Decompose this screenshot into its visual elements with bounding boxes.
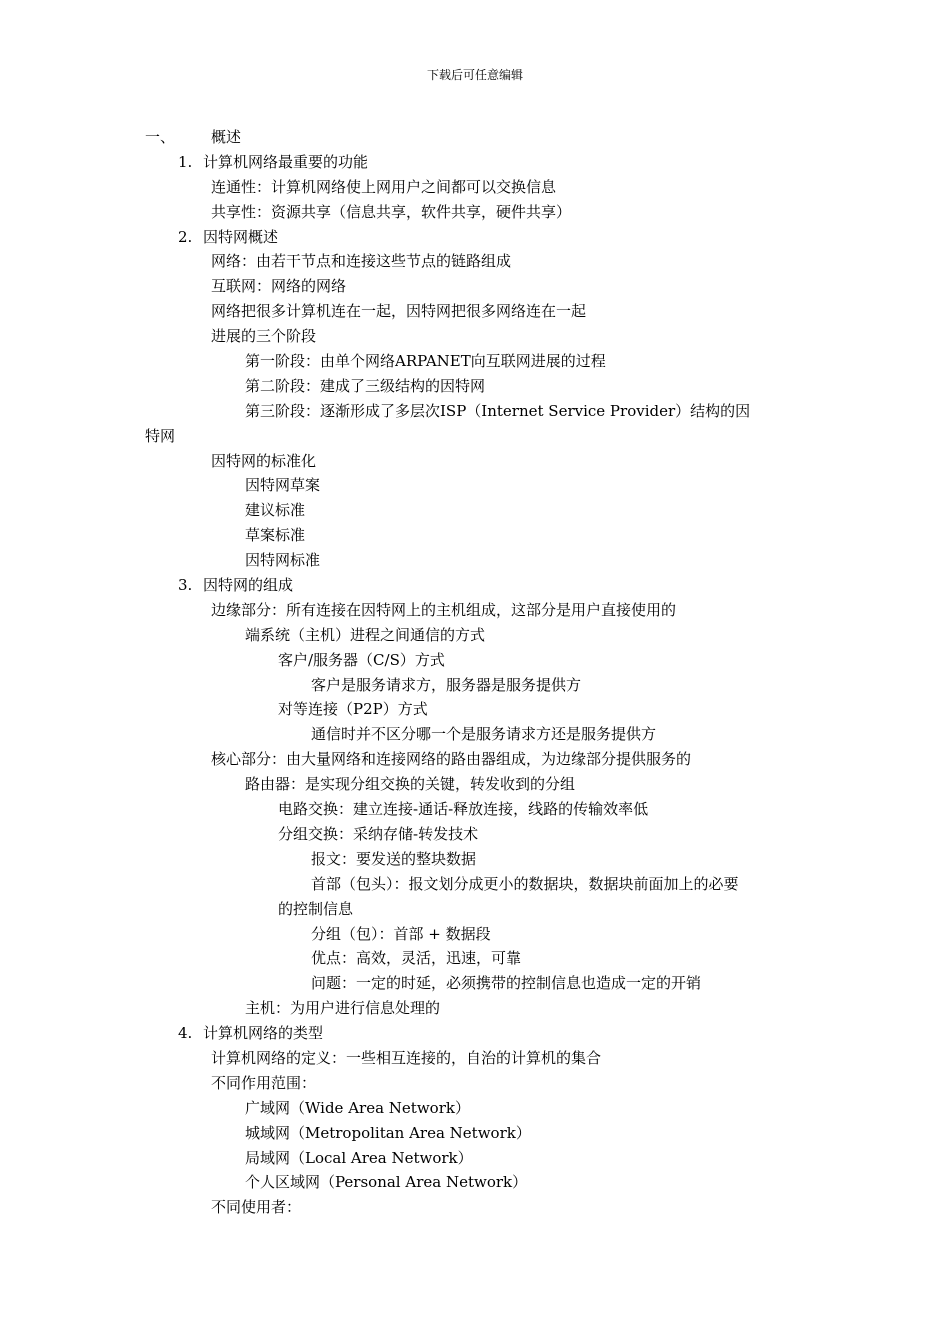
text-line: 计算机网络的定义：一些相互连接的，自治的计算机的集合 xyxy=(211,1048,602,1067)
text-line: 第二阶段：建成了三级结构的因特网 xyxy=(245,376,486,395)
text-line: 主机：为用户进行信息处理的 xyxy=(245,999,441,1018)
section-heading xyxy=(145,125,825,150)
text-line: 边缘部分：所有连接在因特网上的主机组成，这部分是用户直接使用的 xyxy=(211,600,677,619)
text-line: 首部（包头）：报文划分成更小的数据块，数据块前面加上的必要 xyxy=(311,874,739,893)
text-line: 路由器：是实现分组交换的关键，转发收到的分组 xyxy=(245,775,576,794)
page-header: 下载后可任意编辑 xyxy=(426,68,523,82)
text-line: 网络把很多计算机连在一起，因特网把很多网络连在一起 xyxy=(211,302,587,321)
text-line: 电路交换：建立连接-通话-释放连接，线路的传输效率低 xyxy=(278,800,649,819)
text-line: 客户是服务请求方，服务器是服务提供方 xyxy=(311,675,582,694)
text-line: 连通性：计算机网络使上网用户之间都可以交换信息 xyxy=(211,177,557,196)
item-heading-1: 1. 计算机网络最重要的功能 xyxy=(178,152,369,171)
text-line: 因特网标准 xyxy=(245,551,321,570)
text-line: 互联网：网络的网络 xyxy=(211,277,347,296)
text-line: 核心部分：由大量网络和连接网络的路由器组成，为边缘部分提供服务的 xyxy=(211,750,692,769)
text-line: 特网 xyxy=(145,426,176,445)
item-heading-4: 4. 计算机网络的类型 xyxy=(178,1024,324,1043)
text-line: 通信时并不区分哪一个是服务请求方还是服务提供方 xyxy=(311,725,657,744)
text-line: 对等连接（P2P）方式 xyxy=(278,700,428,719)
text-line: 分组（包）：首部 + 数据段 xyxy=(311,924,491,943)
item-heading-2: 2. 因特网概述 xyxy=(178,227,279,246)
text-line: 优点：高效，灵活，迅速，可靠 xyxy=(311,949,522,968)
text-line: 因特网草案 xyxy=(245,476,321,495)
document-body xyxy=(145,125,825,1220)
text-line: 报文：要发送的整块数据 xyxy=(311,849,477,868)
text-line: 因特网的标准化 xyxy=(211,451,317,470)
text-line: 不同作用范围： xyxy=(211,1073,317,1092)
text-line: 共享性：资源共享（信息共享，软件共享，硬件共享） xyxy=(211,202,572,221)
text-line: 第三阶段：逐渐形成了多层次ISP（Internet Service Provider）结构的因 xyxy=(245,401,751,420)
text-line: 端系统（主机）进程之间通信的方式 xyxy=(245,625,486,644)
section-title: 概述 xyxy=(211,128,242,146)
text-line: 草案标准 xyxy=(245,526,306,545)
text-line: 城域网（Metropolitan Area Network） xyxy=(245,1123,531,1142)
text-line: 进展的三个阶段 xyxy=(211,327,317,346)
section-number: 一、 xyxy=(145,128,176,146)
text-line: 网络：由若干节点和连接这些节点的链路组成 xyxy=(211,252,512,271)
text-line: 建议标准 xyxy=(245,501,306,520)
text-line: 局域网（Local Area Network） xyxy=(245,1148,473,1167)
text-line: 的控制信息 xyxy=(278,899,354,918)
text-line: 个人区域网（Personal Area Network） xyxy=(245,1173,528,1192)
text-line: 广域网（Wide Area Network） xyxy=(245,1098,470,1117)
text-line: 不同使用者： xyxy=(211,1198,302,1217)
text-line: 分组交换：采纳存储-转发技术 xyxy=(278,824,479,843)
text-line: 第一阶段：由单个网络ARPANET向互联网进展的过程 xyxy=(245,352,606,371)
text-line: 问题：一定的时延，必须携带的控制信息也造成一定的开销 xyxy=(311,974,702,993)
text-line: 客户/服务器（C/S）方式 xyxy=(278,650,445,669)
item-heading-3: 3. 因特网的组成 xyxy=(178,576,294,595)
